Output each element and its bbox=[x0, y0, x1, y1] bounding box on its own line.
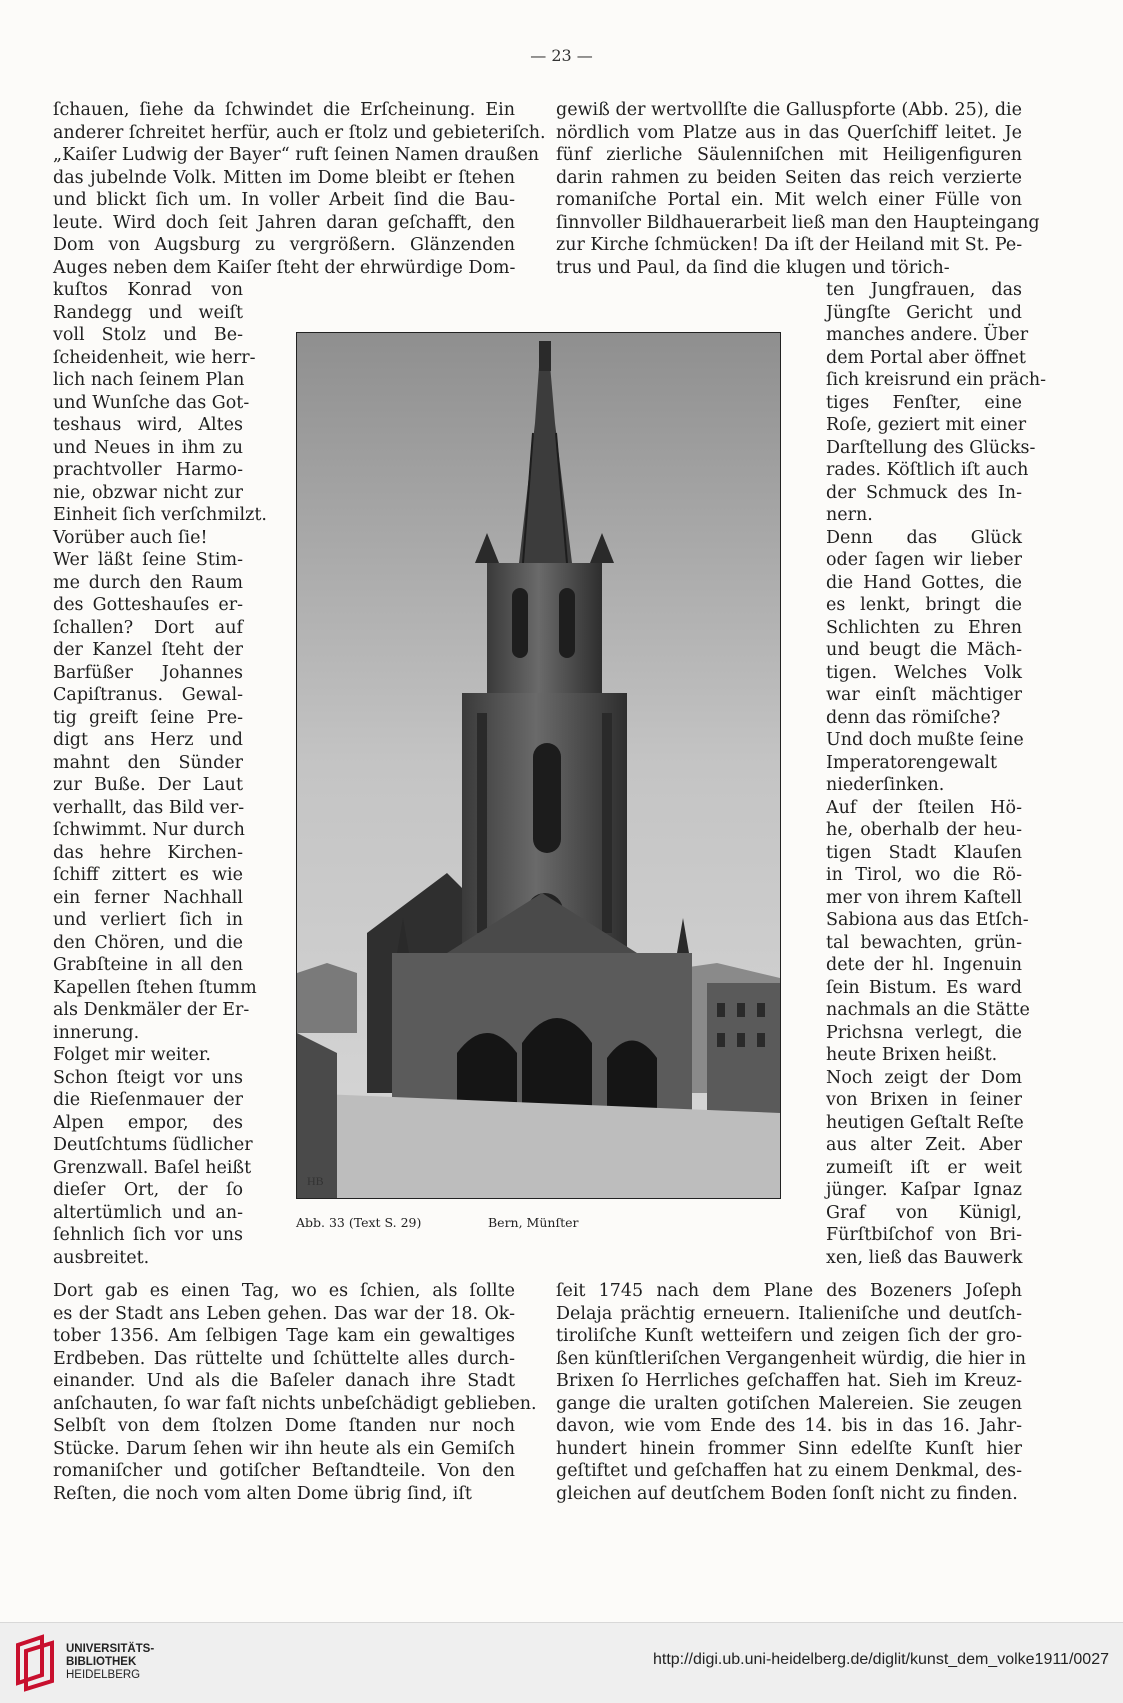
text-block-top-left bbox=[53, 99, 546, 279]
text-block-bottom-left bbox=[53, 1280, 537, 1505]
text-line: Schon ſteigt vor uns bbox=[53, 1067, 243, 1088]
text-line: Denn das Glück bbox=[826, 527, 1022, 548]
text-line: gleichen auf deutſchem Boden ſonſt nicht zu finden. bbox=[556, 1483, 1018, 1504]
text-line: des Gotteshauſes er- bbox=[53, 595, 243, 615]
text-line: kuſtos Konrad von bbox=[53, 280, 243, 300]
cathedral-photograph bbox=[296, 332, 781, 1199]
text-line: gange die uralten gotiſchen Malereien. Sie zeugen bbox=[556, 1393, 1022, 1414]
text-line: Stücke. Darum ſehen wir ihn heute als ein Gemiſch bbox=[53, 1438, 515, 1459]
text-line: und beugt die Mäch- bbox=[826, 640, 1022, 660]
text-line: der Schmuck des In- bbox=[826, 482, 1022, 503]
text-line: hundert hinein frommer Sinn edelſte Kunſt hier bbox=[556, 1438, 1022, 1459]
library-name-line-3: HEIDELBERG bbox=[66, 1669, 141, 1681]
text-line: Brixen ſo Herrliches geſchaffen hat. Sieh im Kreuz- bbox=[556, 1371, 1022, 1391]
text-line: ſinnvoller Bildhauerarbeit ließ man den Haupteingang bbox=[556, 212, 1040, 233]
text-line: das hehre Kirchen- bbox=[53, 842, 243, 863]
text-line: ausbreitet. bbox=[53, 1247, 150, 1268]
text-line: die Hand Gottes, die bbox=[826, 572, 1022, 593]
text-line: es der Stadt ans Leben gehen. Das war der 18. Ok- bbox=[53, 1303, 515, 1324]
text-line: dieſer Ort, der ſo bbox=[53, 1180, 243, 1200]
text-line: Jüngſte Gericht und bbox=[826, 302, 1022, 323]
text-line: ten Jungfrauen, das bbox=[826, 280, 1022, 300]
text-line: ſchwimmt. Nur durch bbox=[53, 820, 245, 840]
text-line: Kapellen ſtehen ſtumm bbox=[53, 977, 257, 998]
text-line: Graf von Künigl, bbox=[826, 1202, 1022, 1223]
text-line: „Kaiſer Ludwig der Bayer“ ruft ſeinen Namen draußen bbox=[53, 145, 539, 165]
text-line: trus und Paul, da ſind die klugen und törich- bbox=[556, 257, 950, 278]
text-line: anderer ſchreitet herfür, auch er ſtolz und gebieteriſch. bbox=[53, 122, 546, 143]
text-line: in Tirol, wo die Rö- bbox=[826, 865, 1022, 885]
text-line: war einſt mächtiger bbox=[826, 685, 1022, 705]
text-line: Imperatorengewalt bbox=[826, 752, 998, 773]
text-line: heutigen Geſtalt Reſte bbox=[826, 1112, 1024, 1133]
text-line: ſich kreisrund ein präch- bbox=[826, 370, 1047, 390]
text-line: Capiſtranus. Gewal- bbox=[53, 685, 243, 705]
library-name-line-1: UNIVERSITÄTS- bbox=[66, 1643, 155, 1655]
text-line: rades. Köſtlich iſt auch bbox=[826, 460, 1029, 480]
text-line: Deutſchtums ſüdlicher bbox=[53, 1135, 253, 1155]
text-line: Prichsna verlegt, die bbox=[826, 1022, 1022, 1043]
text-line: ſeit 1745 nach dem Plane des Bozeners Joſeph bbox=[556, 1281, 1022, 1301]
text-line: nern. bbox=[826, 505, 873, 525]
text-line: denn das römiſche? bbox=[826, 707, 1001, 728]
text-line: das jubelnde Volk. Mitten im Dome bleibt er ſtehen bbox=[53, 167, 515, 188]
text-line: lich nach ſeinem Plan bbox=[53, 370, 245, 390]
text-line: tigen Stadt Klauſen bbox=[826, 842, 1022, 863]
text-line: und verliert ſich in bbox=[53, 910, 243, 930]
text-line: Fürſtbiſchof von Bri- bbox=[826, 1225, 1022, 1245]
text-line: nie, obzwar nicht zur bbox=[53, 482, 243, 503]
text-line: mahnt den Sünder bbox=[53, 752, 243, 773]
text-line: ſchallen? Dort auf bbox=[53, 617, 243, 638]
text-block-bottom-right bbox=[556, 1280, 1026, 1505]
text-line: fünf zierliche Säulenniſchen mit Heiligenfiguren bbox=[556, 145, 1022, 165]
text-line: einander. Und als die Baſeler danach ihre Stadt bbox=[53, 1371, 515, 1391]
text-line: Reſten, die noch vom alten Dome übrig ſind, iſt bbox=[53, 1483, 472, 1504]
text-line: Wer läßt ſeine Stim- bbox=[53, 550, 243, 570]
text-line: Und doch mußte ſeine bbox=[826, 730, 1024, 750]
text-line: Folget mir weiter. bbox=[53, 1045, 211, 1065]
text-line: dete der hl. Ingenuin bbox=[826, 955, 1022, 975]
text-line: Darſtellung des Glücks- bbox=[826, 437, 1036, 458]
text-line: Auf der ſteilen Hö- bbox=[826, 797, 1022, 818]
text-line: manches andere. Über bbox=[826, 325, 1029, 345]
text-line: der Kanzel ſteht der bbox=[53, 640, 243, 660]
text-line: romaniſcher und gotiſcher Beſtandteile. Von den bbox=[53, 1461, 515, 1481]
text-line: leute. Wird doch ſeit Jahren daran geſchafft, den bbox=[53, 212, 515, 233]
text-line: Selbſt von dem ſtolzen Dome ſtanden nur noch bbox=[53, 1416, 515, 1436]
text-line: altertümlich und an- bbox=[53, 1202, 243, 1223]
text-line: als Denkmäler der Er- bbox=[53, 1000, 250, 1020]
text-line: Noch zeigt der Dom bbox=[826, 1067, 1022, 1088]
text-line: prachtvoller Harmo- bbox=[53, 460, 243, 480]
text-line: oder ſagen wir lieber bbox=[826, 550, 1022, 570]
text-line: gewiß der wertvollſte die Galluspforte (Abb. 25), die bbox=[556, 100, 1022, 120]
text-line: jünger. Kaſpar Ignaz bbox=[826, 1180, 1022, 1200]
figure-caption-number: Abb. 33 (Text S. 29) bbox=[296, 1215, 422, 1230]
text-line: tal bewachten, grün- bbox=[826, 932, 1022, 953]
text-line: Roſe, geziert mit einer bbox=[826, 415, 1027, 435]
text-line: niederſinken. bbox=[826, 775, 945, 795]
text-line: Grabſteine in all den bbox=[53, 955, 243, 975]
library-name-line-2: BIBLIOTHEK bbox=[66, 1656, 137, 1668]
text-line: tig greift ſeine Pre- bbox=[53, 707, 243, 728]
text-line: ßen künſtleriſchen Vergangenheit würdig, die hier in bbox=[556, 1348, 1026, 1369]
text-line: ſchauen, ſiehe da ſchwindet die Erſcheinung. Ein bbox=[53, 100, 515, 120]
footer-bar bbox=[0, 1622, 1123, 1703]
text-line: ſein Bistum. Es ward bbox=[826, 977, 1022, 998]
text-line: he, oberhalb der heu- bbox=[826, 820, 1022, 840]
text-line: nachmals an die Stätte bbox=[826, 1000, 1030, 1020]
text-line: mer von ihrem Kaſtell bbox=[826, 887, 1022, 908]
university-library-logo-icon bbox=[12, 1633, 60, 1693]
text-line: darin rahmen zu beiden Seiten das reich verzierte bbox=[556, 167, 1022, 188]
text-line: von Brixen in ſeiner bbox=[826, 1090, 1022, 1110]
text-line: heute Brixen heißt. bbox=[826, 1045, 998, 1065]
text-line: anſchauten, ſo war faſt nichts unbeſchädigt geblieben. bbox=[53, 1393, 537, 1414]
text-line: tiges Fenſter, eine bbox=[826, 392, 1022, 413]
text-line: Erdbeben. Das rüttelte und ſchüttelte alles durch- bbox=[53, 1348, 515, 1369]
text-line: ſcheidenheit, wie herr- bbox=[53, 347, 256, 368]
text-line: Barfüßer Johannes bbox=[53, 662, 243, 683]
text-line: Einheit ſich verſchmilzt. bbox=[53, 505, 267, 525]
text-line: nördlich vom Platze aus in das Querſchiff leitet. Je bbox=[556, 122, 1022, 143]
text-line: die Rieſenmauer der bbox=[53, 1090, 243, 1110]
text-line: ſchiff zittert es wie bbox=[53, 865, 243, 885]
text-line: Grenzwall. Baſel heißt bbox=[53, 1157, 252, 1178]
source-url[interactable]: http://digi.ub.uni-heidelberg.de/diglit/kunst_dem_volke1911/0027 bbox=[652, 1651, 1109, 1668]
text-line: tigen. Welches Volk bbox=[826, 662, 1022, 683]
text-line: den Chören, und die bbox=[53, 932, 243, 953]
text-line: voll Stolz und Be- bbox=[53, 325, 243, 345]
text-line: romaniſche Portal ein. Mit welch einer Fülle von bbox=[556, 190, 1022, 210]
text-line: und Wunſche das Got- bbox=[53, 392, 250, 413]
text-line: es lenkt, bringt die bbox=[826, 595, 1022, 615]
text-line: teshaus wird, Altes bbox=[53, 415, 243, 435]
bern-minster-illustration bbox=[297, 333, 780, 1198]
text-line: und blickt ſich um. In voller Arbeit ſind die Bau- bbox=[53, 190, 515, 210]
text-line: geſtiftet und geſchaffen hat zu einem Denkmal, des- bbox=[556, 1461, 1022, 1481]
text-line: Schlichten zu Ehren bbox=[826, 617, 1022, 638]
text-line: tiroliſche Kunſt wetteifern und zeigen ſich der gro- bbox=[556, 1326, 1022, 1346]
text-line: Alpen empor, des bbox=[53, 1112, 243, 1133]
text-line: zur Kirche ſchmücken! Da iſt der Heiland mit St. Pe- bbox=[556, 235, 1023, 255]
text-line: Dom von Augsburg zu vergrößern. Glänzenden bbox=[53, 235, 515, 255]
text-line: tober 1356. Am ſelbigen Tage kam ein gewaltiges bbox=[53, 1326, 515, 1346]
text-line: zur Buße. Der Laut bbox=[53, 775, 243, 795]
text-line: digt ans Herz und bbox=[53, 730, 243, 750]
photographer-monogram: HB bbox=[307, 1174, 324, 1188]
text-line: aus alter Zeit. Aber bbox=[826, 1135, 1022, 1155]
text-line: zumeiſt iſt er weit bbox=[826, 1157, 1022, 1178]
text-block-right-column bbox=[826, 279, 1047, 1269]
text-line: Sabiona aus das Etſch- bbox=[826, 910, 1029, 930]
text-line: Dort gab es einen Tag, wo es ſchien, als ſollte bbox=[53, 1281, 515, 1301]
text-line: xen, ließ das Bauwerk bbox=[826, 1247, 1023, 1268]
text-line: ein ferner Nachhall bbox=[53, 887, 243, 908]
figure-caption-title: Bern, Münſter bbox=[488, 1215, 579, 1230]
text-block-top-right bbox=[556, 99, 1040, 279]
text-line: Randegg und weiſt bbox=[53, 302, 243, 323]
text-line: Delaja prächtig erneuern. Italieniſche und deutſch- bbox=[556, 1303, 1022, 1324]
text-line: dem Portal aber öffnet bbox=[826, 347, 1026, 368]
text-line: davon, wie vom Ende des 14. bis in das 16. Jahr- bbox=[556, 1416, 1022, 1436]
page-number: — 23 — bbox=[530, 46, 593, 65]
text-line: ſehnlich ſich vor uns bbox=[53, 1225, 243, 1245]
library-name bbox=[66, 1643, 154, 1682]
text-line: me durch den Raum bbox=[53, 572, 243, 593]
text-block-left-column bbox=[53, 279, 267, 1269]
text-line: Vorüber auch ſie! bbox=[53, 527, 208, 548]
text-line: und Neues in ihm zu bbox=[53, 437, 243, 458]
text-line: Auges neben dem Kaiſer ſteht der ehrwürdige Dom- bbox=[53, 257, 516, 278]
text-line: innerung. bbox=[53, 1022, 140, 1043]
text-line: verhallt, das Bild ver- bbox=[53, 797, 245, 818]
